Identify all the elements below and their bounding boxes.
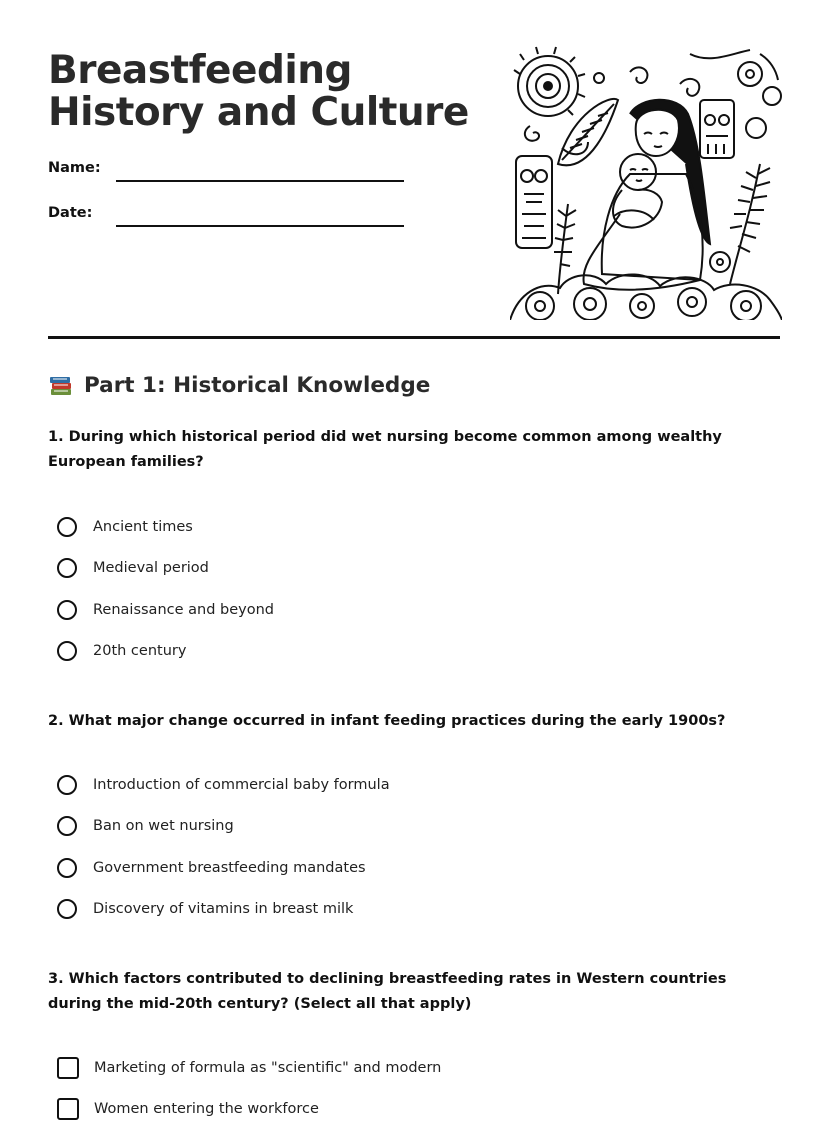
section-title — [48, 372, 430, 398]
option-label: Ancient times — [93, 519, 193, 535]
checkbox[interactable] — [57, 1057, 79, 1079]
date-field[interactable] — [116, 225, 404, 227]
radio-button[interactable] — [57, 517, 77, 537]
q3-option-2[interactable] — [57, 1096, 319, 1122]
question-1: 1. During which historical period did wet nursing become common among wealthy European families? — [48, 429, 722, 470]
option-label: Renaissance and beyond — [93, 602, 274, 618]
q1-option-2[interactable] — [57, 555, 209, 581]
question-2: 2. What major change occurred in infant feeding practices during the early 1900s? — [48, 713, 726, 729]
q1-option-3[interactable] — [57, 597, 274, 623]
option-label: Women entering the workforce — [94, 1101, 319, 1117]
mother-and-baby-illustration — [510, 44, 782, 320]
radio-button[interactable] — [57, 899, 77, 919]
q1-option-4[interactable] — [57, 638, 186, 664]
option-label: Medieval period — [93, 560, 209, 576]
option-label: Discovery of vitamins in breast milk — [93, 901, 354, 917]
option-label: Ban on wet nursing — [93, 818, 234, 834]
q1-option-1[interactable] — [57, 514, 193, 540]
q2-option-4[interactable] — [57, 896, 353, 922]
option-label: Introduction of commercial baby formula — [93, 777, 390, 793]
option-label: 20th century — [93, 643, 187, 659]
option-label: Marketing of formula as "scientific" and modern — [94, 1060, 442, 1076]
q2-option-3[interactable] — [57, 855, 366, 881]
name-label: Name: — [48, 160, 101, 176]
books-icon — [48, 372, 74, 398]
radio-button[interactable] — [57, 858, 77, 878]
header-divider — [48, 336, 780, 339]
radio-button[interactable] — [57, 641, 77, 661]
name-field[interactable] — [116, 180, 404, 182]
date-label: Date: — [48, 205, 93, 221]
checkbox[interactable] — [57, 1098, 79, 1120]
option-label: Government breastfeeding mandates — [93, 860, 366, 876]
q2-option-2[interactable] — [57, 813, 234, 839]
section-title-text: Part 1: Historical Knowledge — [84, 372, 431, 398]
radio-button[interactable] — [57, 600, 77, 620]
radio-button[interactable] — [57, 816, 77, 836]
q2-option-1[interactable] — [57, 772, 390, 798]
radio-button[interactable] — [57, 775, 77, 795]
q3-option-1[interactable] — [57, 1055, 441, 1081]
worksheet-title: Breastfeeding History and Culture — [48, 48, 469, 135]
radio-button[interactable] — [57, 558, 77, 578]
question-3: 3. Which factors contributed to declining breastfeeding rates in Western countries during the mid-20th century? (Select all that apply) — [48, 971, 727, 1012]
